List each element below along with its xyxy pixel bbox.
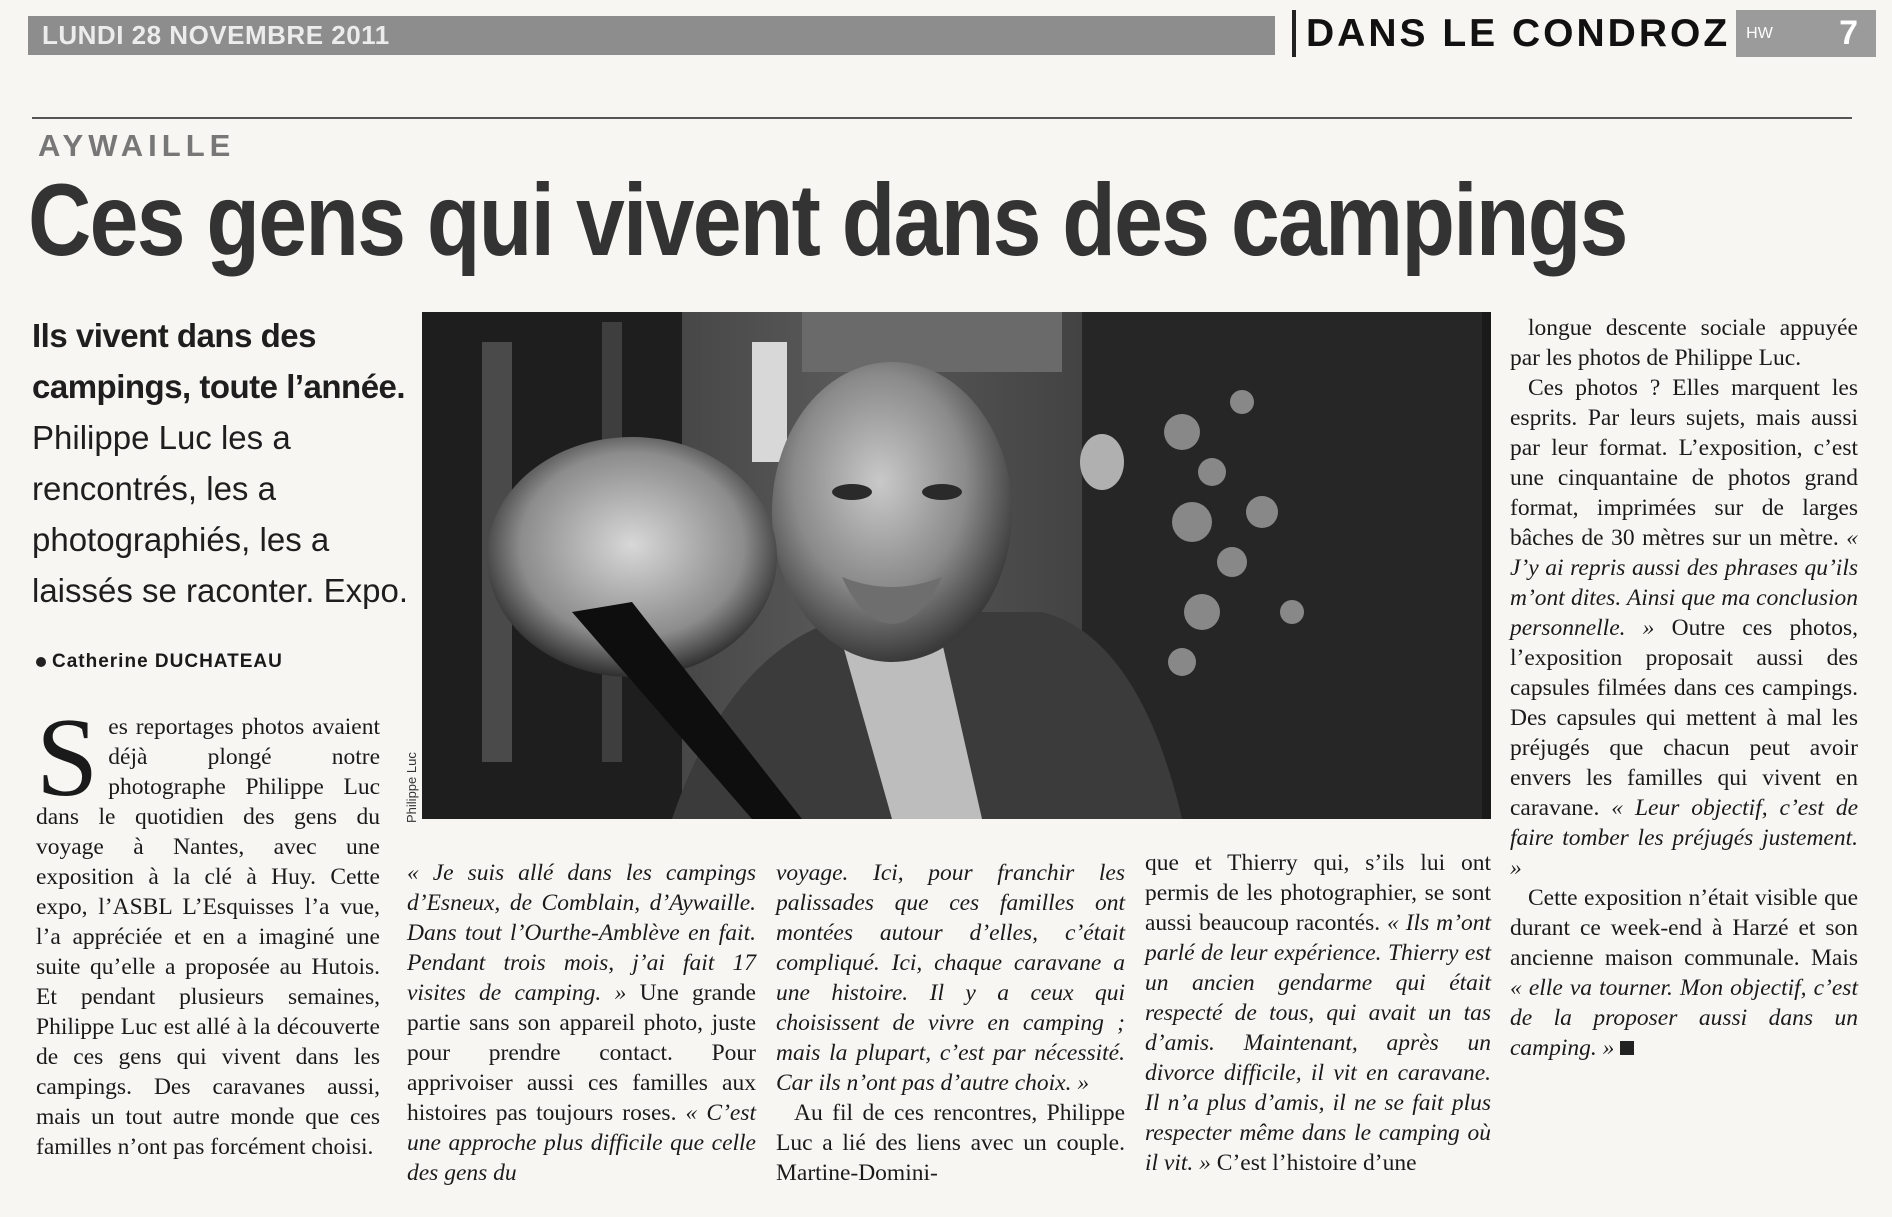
quote-voyage: voyage. Ici, pour franchir les palissades que ces familles ont montées autour d’elles, c’était compliqué. Ici, chaque caravane a une histoire. Il y a ceux qui choisissent de vivre en camping ; mais la plupart, c’est par nécessité. Car ils n’ont pas d’autre choix. » [776, 860, 1125, 1096]
column-4 [1145, 848, 1491, 1178]
kicker-rule [32, 117, 1852, 119]
lede-bold: Ils vivent dans des campings, toute l’année. [32, 317, 406, 405]
author-name: Catherine DUCHATEAU [52, 651, 283, 672]
article-lede [32, 310, 422, 616]
article-kicker: AYWAILLE [38, 128, 236, 163]
date-bar [28, 16, 1275, 55]
end-mark-icon [1620, 1041, 1634, 1055]
drop-cap: S [36, 696, 99, 820]
column-5-harze: Cette exposition n’était visible que durant ce week-end à Harzé et son ancienne maison communale. Mais [1510, 885, 1858, 971]
byline [36, 651, 283, 673]
column-4-text: que et Thierry qui, s’ils lui ont permis de les photographier, se sont aussi beaucoup racontés. [1145, 850, 1491, 936]
quote-tourner: « elle va tourner. Mon objectif, c’est de la proposer aussi dans un camping. » [1510, 975, 1858, 1061]
column-1 [36, 696, 380, 1162]
photo-credit: Philippe Luc [404, 752, 419, 823]
column-5-text: longue descente sociale appuyée par les photos de Philippe Luc. [1510, 315, 1858, 371]
portrait-photo-illustration [422, 312, 1491, 819]
quote-thierry: « Ils m’ont parlé de leur expérience. Thierry est un ancien gendarme qui était respecté de tous, qui avait un tas d’amis. Maintenant, après un divorce difficile, il vit en caravane. Il n’a plus d’amis, il ne se fait plus respecter même dans le camping où il vit. » [1145, 910, 1491, 1176]
article-headline: Ces gens qui vivent dans des campings [28, 163, 1627, 277]
quote-objectif: « Leur objectif, c’est de faire tomber les préjugés justement. » [1510, 795, 1858, 881]
quote-phrases: « J’y ai repris aussi des phrases qu’ils m’ont dites. Ainsi que ma conclusion personnelle. » [1510, 525, 1858, 641]
section-title: DANS LE CONDROZ [1306, 11, 1731, 55]
lede-text: Philippe Luc les a rencontrés, les a photographiés, les a laissés se raconter. Expo. [32, 419, 409, 609]
edition-code: HW [1736, 10, 1826, 57]
column-5 [1510, 313, 1858, 1063]
column-2 [407, 858, 756, 1188]
column-3 [776, 858, 1125, 1188]
column-2-text: Une grande partie sans son appareil photo, juste pour prendre contact. Pour apprivoiser aussi ces familles aux histoires pas toujours roses. [407, 980, 756, 1126]
column-4-end: C’est l’histoire d’une [1210, 1150, 1417, 1176]
quote-campings: « Je suis allé dans les campings d’Esneux, de Comblain, d’Aywaille. Dans tout l’Ourthe-Amblève en fait. Pendant trois mois, j’ai fait 17 visites de camping. » [407, 860, 756, 1006]
quote-approche: « C’est une approche plus difficile que celle des gens du [407, 1100, 756, 1186]
issue-date: LUNDI 28 NOVEMBRE 2011 [42, 20, 390, 50]
bullet-icon [36, 657, 46, 667]
article-photo [422, 312, 1491, 819]
column-5-photos: Ces photos ? Elles marquent les esprits. Par leurs sujets, mais aussi par leur format. L’exposition, c’est une cinquantaine de photos grand format, imprimées sur de larges bâches de 30 mètres sur un mètre. [1510, 375, 1858, 551]
column-1-text: es reportages photos avaient déjà plongé notre photographe Philippe Luc dans le quotidien des gens du voyage à Nantes, avec une exposition à la clé à Huy. Cette expo, l’ASBL L’Esquisses l’a vue, l’a appréciée et en a imaginé une suite qu’elle a proposée au Hutois. Et pendant plusieurs semaines, Philippe Luc est allé à la découverte de ces gens qui vivent dans les campings. Des caravanes aussi, mais un tout autre monde que ces familles n’ont pas forcément choisi. [36, 714, 380, 1160]
page-number: 7 [1826, 10, 1876, 57]
section-header [1292, 10, 1876, 57]
column-5-capsules: Outre ces photos, l’exposition proposait aussi des capsules filmées dans ces campings. Des capsules qui mettent à mal les préjugés que chacun peut avoir envers les familles qui vivent en caravane. [1510, 615, 1859, 821]
column-3-text: Au fil de ces rencontres, Philippe Luc a lié des liens avec un couple. Martine-Domini- [776, 1100, 1125, 1186]
